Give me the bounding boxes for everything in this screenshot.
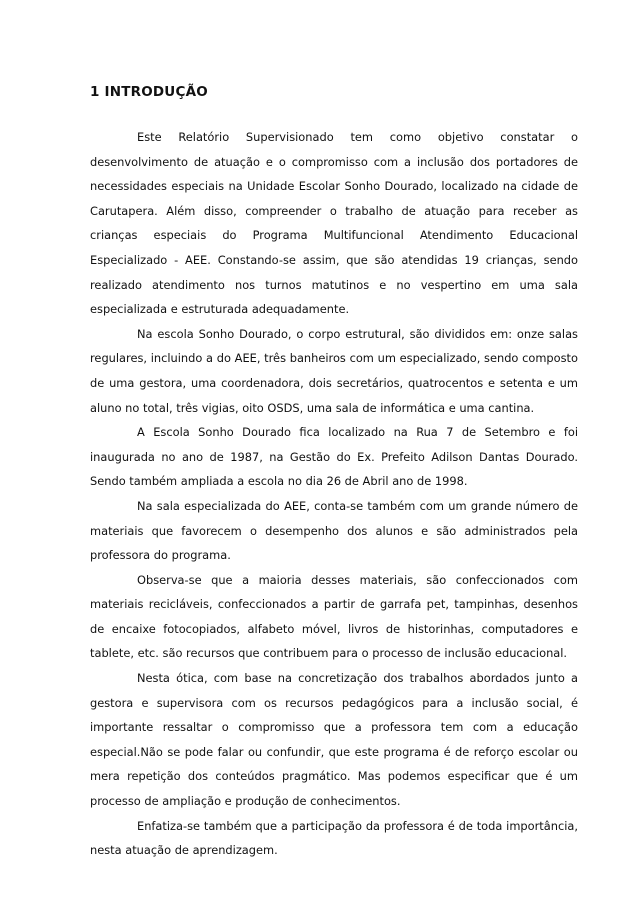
- paragraph-school-structure: Na escola Sonho Dourado, o corpo estrutural, são divididos em: onze salas regulares, incluindo a do AEE, três banheiros com um especializado, sendo composto de uma gestora, uma coordenadora, dois secretários, quatrocentos e setenta e um aluno no total, três vigias, oito OSDS, uma sala de informática e uma cantina.: [90, 326, 578, 415]
- paragraph-aee-materials: Na sala especializada do AEE, conta-se também com um grande número de materiais que favorecem o desempenho dos alunos e são administrados pela professora do programa.: [90, 498, 578, 563]
- paragraph-pedagogical-resources: Nesta ótica, com base na concretização dos trabalhos abordados junto a gestora e supervisora com os recursos pedagógicos para a inclusão social, é importante ressaltar o compromisso que a professora tem com a educação especial.Não se pode falar ou confundir, que este programa é de reforço escolar ou mera repetição dos conteúdos pragmático. Mas podemos especificar que é um processo de ampliação e produção de conhecimentos.: [90, 671, 578, 809]
- paragraph-school-history: A Escola Sonho Dourado fica localizado na Rua 7 de Setembro e foi inaugurada no ano de 1987, na Gestão do Ex. Prefeito Adilson Dantas Dourado. Sendo também ampliada a escola no dia 26 de Abril ano de 1998.: [90, 425, 578, 489]
- paragraph-objective: Este Relatório Supervisionado tem como objetivo constatar o desenvolvimento de atuação e o compromisso com a inclusão dos portadores de necessidades especiais na Unidade Escolar Sonho Dourado, localizado na cidade de Carutapera. Além disso, compreender o trabalho de atuação para receber as crianças especiais do Programa Multifuncional Atendimento Educacional Especializado - AEE. Constando-se assim, que são atendidas 19 crianças, sendo realizado atendimento nos turnos matutinos e no vespertino em uma sala especializada e estruturada adequadamente.: [90, 130, 578, 317]
- body-text: [90, 125, 578, 863]
- paragraph-teacher-participation: Enfatiza-se também que a participação da professora é de toda importância, nesta atuação de aprendizagem.: [90, 818, 578, 858]
- paragraph-recycled-materials: Observa-se que a maioria desses materiais, são confeccionados com materiais recicláveis, confeccionados a partir de garrafa pet, tampinhas, desenhos de encaixe fotocopiados, alfabeto móvel, livros de historinhas, computadores e tablete, etc. são recursos que contribuem para o processo de inclusão educacional.: [90, 572, 578, 661]
- section-heading: 1 INTRODUÇÃO: [90, 84, 208, 100]
